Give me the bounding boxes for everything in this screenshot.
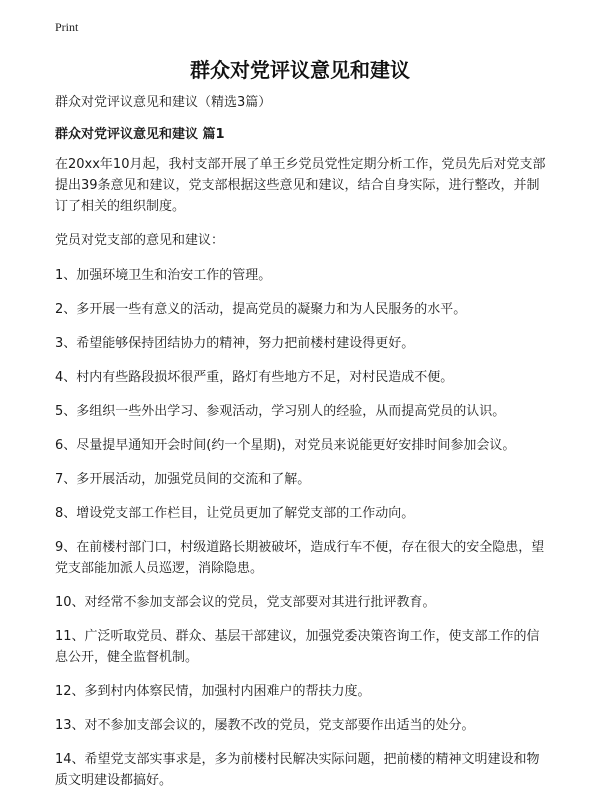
list-item: 8、增设党支部工作栏目，让党员更加了解党支部的工作动向。 bbox=[55, 506, 415, 521]
list-item: 2、多开展一些有意义的活动，提高党员的凝聚力和为人民服务的水平。 bbox=[55, 302, 467, 317]
list-item: 6、尽量提早通知开会时间(约一个星期)，对党员来说能更好安排时间参加会议。 bbox=[55, 438, 516, 453]
list-item: 3、希望能够保持团结协力的精神，努力把前楼村建设得更好。 bbox=[55, 336, 415, 351]
section-heading: 群众对党评议意见和建议 篇1 bbox=[55, 127, 225, 142]
list-item: 1、加强环境卫生和治安工作的管理。 bbox=[55, 268, 272, 283]
list-item: 7、多开展活动，加强党员间的交流和了解。 bbox=[55, 472, 311, 487]
intro-paragraph: 在20xx年10月起，我村支部开展了单王乡党员党性定期分析工作，党员先后对党支部提出39条意见和建议，党支部根据这些意见和建议，结合自身实际，进行整改，并制订了相关的组织制度。 bbox=[55, 157, 546, 214]
lead-paragraph: 党员对党支部的意见和建议： bbox=[55, 233, 225, 248]
document-subtitle: 群众对党评议意见和建议（精选3篇） bbox=[55, 95, 272, 110]
list-item: 12、多到村内体察民情，加强村内困难户的帮扶力度。 bbox=[55, 684, 371, 699]
print-link[interactable]: Print bbox=[55, 20, 79, 34]
list-item: 13、对不参加支部会议的，屡教不改的党员，党支部要作出适当的处分。 bbox=[55, 718, 475, 733]
list-item: 11、广泛听取党员、群众、基层干部建议，加强党委决策咨询工作，使支部工作的信息公开，健全监督机制。 bbox=[55, 629, 540, 665]
list-item: 9、在前楼村部门口，村级道路长期被破坏，造成行车不便，存在很大的安全隐患，望党支部能加派人员巡逻，消除隐患。 bbox=[55, 540, 545, 576]
list-item: 5、多组织一些外出学习、参观活动，学习别人的经验，从而提高党员的认识。 bbox=[55, 404, 506, 419]
document-title: 群众对党评议意见和建议 bbox=[190, 58, 410, 82]
document-body bbox=[55, 92, 550, 804]
list-item: 14、希望党支部实事求是，多为前楼村民解决实际问题，把前楼的精神文明建设和物质文明建设都搞好。 bbox=[55, 752, 540, 788]
list-item: 10、对经常不参加支部会议的党员，党支部要对其进行批评教育。 bbox=[55, 595, 436, 610]
list-item: 4、村内有些路段损坏很严重，路灯有些地方不足，对村民造成不便。 bbox=[55, 370, 454, 385]
